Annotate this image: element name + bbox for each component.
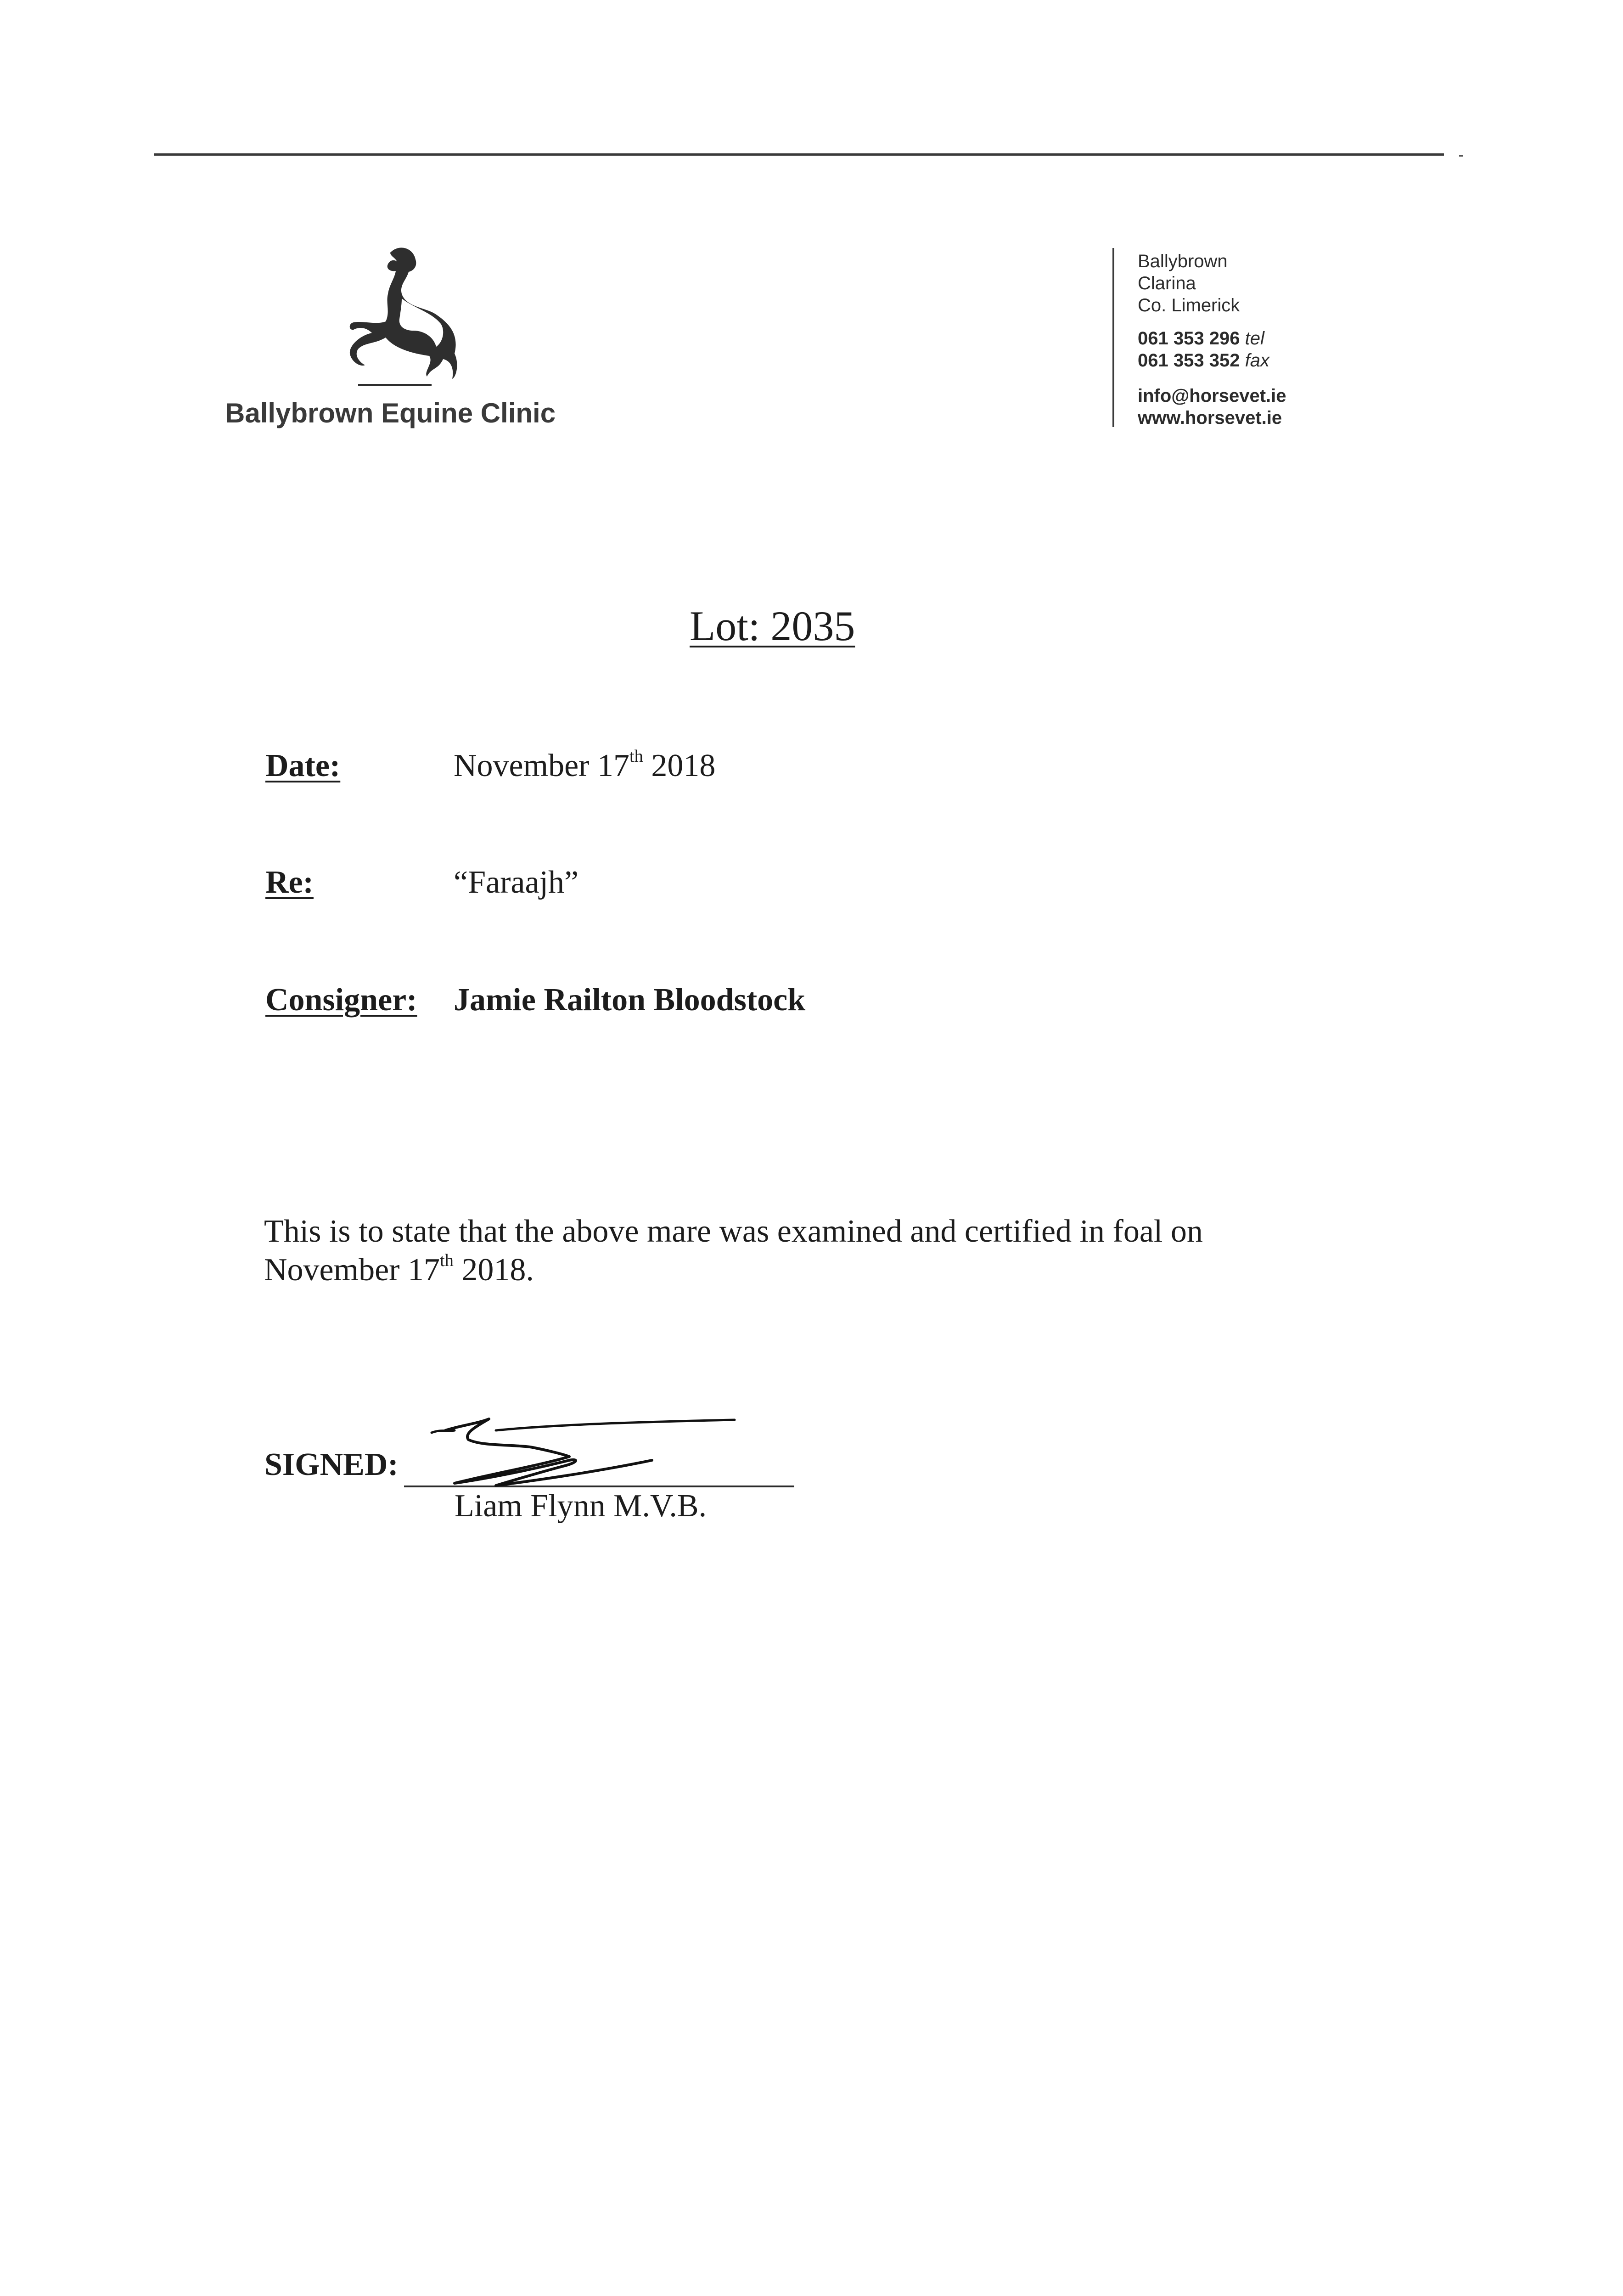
lot-number: Lot: 2035 bbox=[690, 602, 855, 649]
website-link[interactable]: www.horsevet.ie bbox=[1138, 408, 1282, 428]
signer-name: Liam Flynn M.V.B. bbox=[455, 1488, 707, 1524]
address-line-1: Ballybrown bbox=[1138, 251, 1228, 271]
statement-line-2 bbox=[264, 1251, 1366, 1289]
fax-line bbox=[1138, 349, 1269, 371]
statement-date: November 17 bbox=[264, 1252, 440, 1288]
address-divider bbox=[1112, 248, 1114, 427]
date-ordinal-suffix: th bbox=[629, 747, 643, 766]
date-label: Date: bbox=[265, 748, 341, 783]
telephone-label: tel bbox=[1245, 328, 1264, 349]
horse-logo-icon bbox=[321, 239, 468, 390]
clinic-name: Ballybrown Equine Clinic bbox=[225, 398, 556, 428]
lot-heading bbox=[690, 602, 855, 650]
address-line-3: Co. Limerick bbox=[1138, 295, 1240, 315]
statement-ordinal-suffix: th bbox=[439, 1251, 454, 1271]
date-year: 2018 bbox=[643, 748, 716, 783]
consigner-label: Consigner: bbox=[265, 982, 417, 1018]
fax-label: fax bbox=[1245, 350, 1269, 371]
address-line-2: Clarina bbox=[1138, 273, 1196, 293]
certification-statement bbox=[264, 1212, 1366, 1289]
signed-label: SIGNED: bbox=[264, 1447, 399, 1482]
statement-line-1: This is to state that the above mare was examined and certified in foal on bbox=[264, 1214, 1203, 1249]
top-rule-end-mark bbox=[1459, 155, 1463, 157]
re-label: Re: bbox=[265, 865, 314, 900]
email-link[interactable]: info@horsevet.ie bbox=[1138, 386, 1286, 406]
statement-year: 2018. bbox=[453, 1252, 534, 1288]
top-rule bbox=[154, 153, 1444, 156]
telephone-line bbox=[1138, 327, 1264, 349]
date-month-day: November 17 bbox=[454, 748, 629, 783]
consigner-value: Jamie Railton Bloodstock bbox=[454, 982, 806, 1018]
date-value bbox=[454, 748, 715, 784]
telephone-number: 061 353 296 bbox=[1138, 328, 1240, 349]
fax-number: 061 353 352 bbox=[1138, 350, 1240, 371]
re-value: “Faraajh” bbox=[454, 865, 579, 900]
